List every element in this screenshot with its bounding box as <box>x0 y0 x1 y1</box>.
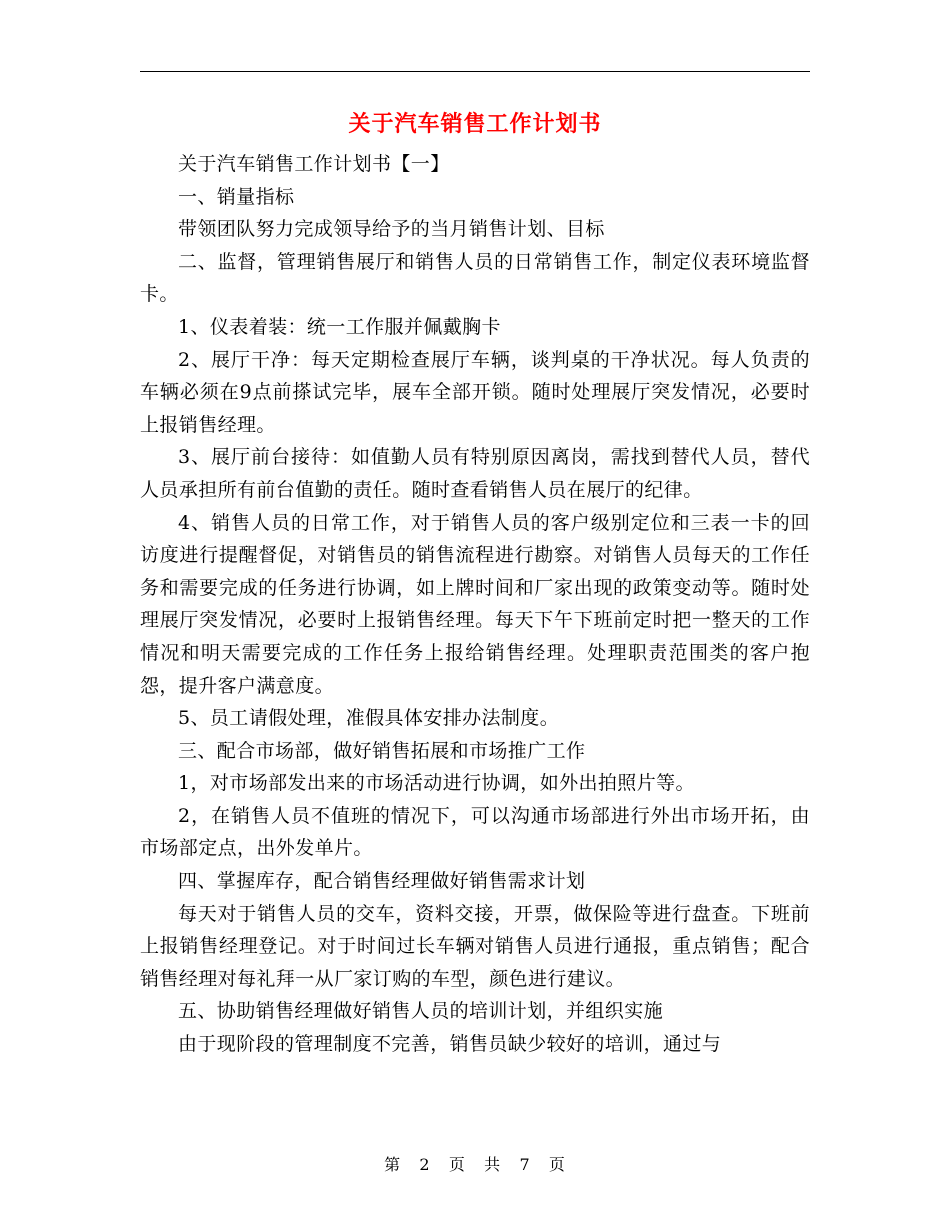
paragraph: 带领团队努力完成领导给予的当月销售计划、目标 <box>178 218 605 241</box>
paragraph: 三、配合市场部，做好销售拓展和市场推广工作 <box>178 739 586 762</box>
footer-current-page: 2 <box>419 1155 431 1174</box>
footer-total-pages: 7 <box>519 1155 531 1174</box>
footer-total-unit: 页 <box>548 1155 566 1174</box>
paragraph: 五、协助销售经理做好销售人员的培训计划，并组织实施 <box>178 1000 664 1023</box>
paragraph: 1、仪表着装：统一工作服并佩戴胸卡 <box>178 315 501 338</box>
document-body <box>140 148 810 1061</box>
paragraph: 关于汽车销售工作计划书【一】 <box>178 153 450 175</box>
footer-page-unit: 页 <box>448 1155 466 1174</box>
paragraph: 二、监督，管理销售展厅和销售人员的日常销售工作，制定仪表环境监督卡。 <box>140 250 810 306</box>
paragraph: 2、展厅干净：每天定期检查展厅车辆，谈判桌的干净状况。每人负责的车辆必须在9点前搽试完毕，展车全部开锁。随时处理展厅突发情况，必要时上报销售经理。 <box>140 348 810 436</box>
document-title: 关于汽车销售工作计划书 <box>348 111 602 137</box>
footer-page-label: 第 <box>384 1155 402 1174</box>
header-rule <box>140 71 810 72</box>
paragraph: 每天对于销售人员的交车，资料交接，开票，做保险等进行盘查。下班前上报销售经理登记。对于时间过长车辆对销售人员进行通报，重点销售；配合销售经理对每礼拜一从厂家订购的车型，颜色进行建议。 <box>140 902 810 990</box>
page-footer <box>0 1153 950 1177</box>
paragraph: 2，在销售人员不值班的情况下，可以沟通市场部进行外出市场开拓，由市场部定点，出外发单片。 <box>140 804 810 860</box>
paragraph: 4、销售人员的日常工作，对于销售人员的客户级别定位和三表一卡的回访度进行提醒督促，对销售员的销售流程进行勘察。对销售人员每天的工作任务和需要完成的任务进行协调，如上牌时间和厂家出现的政策变动等。随时处理展厅突发情况，必要时上报销售经理。每天下午下班前定时把一整天的工作情况和明天需要完成的工作任务上报给销售经理。处理职责范围类的客户抱怨，提升客户满意度。 <box>140 511 810 697</box>
paragraph: 1，对市场部发出来的市场活动进行协调，如外出拍照片等。 <box>178 772 695 795</box>
paragraph: 3、展厅前台接待：如值勤人员有特别原因离岗，需找到替代人员，替代人员承担所有前台值勤的责任。随时查看销售人员在展厅的纪律。 <box>140 446 810 501</box>
paragraph: 由于现阶段的管理制度不完善，销售员缺少较好的培训，通过与 <box>178 1033 722 1056</box>
footer-total-label: 共 <box>484 1155 502 1174</box>
paragraph: 四、掌握库存，配合销售经理做好销售需求计划 <box>178 870 586 893</box>
paragraph: 5、员工请假处理，准假具体安排办法制度。 <box>178 707 560 730</box>
paragraph: 一、销量指标 <box>178 185 295 208</box>
